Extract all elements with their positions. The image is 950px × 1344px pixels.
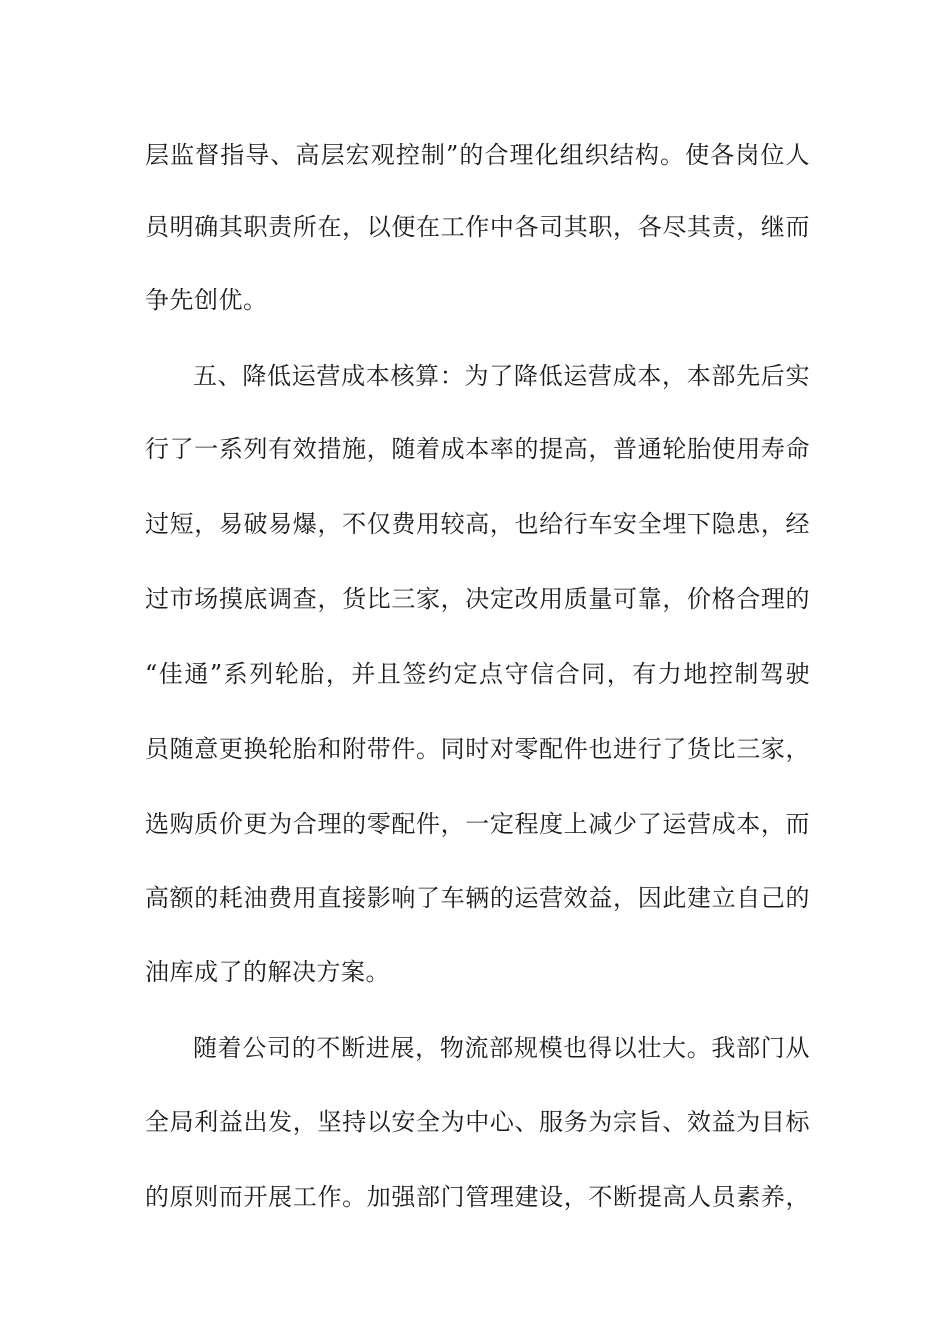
paragraph-start-line: 五、降低运营成本核算：为了降低运营成本，本部先后实 <box>193 362 810 390</box>
text-line: 油库成了的解决方案。 <box>145 958 390 986</box>
text-line: 过市场摸底调查，货比三家，决定改用质量可靠，价格合理的 <box>145 585 810 613</box>
paragraph-start-line: 随着公司的不断进展，物流部规模也得以壮大。我部门从 <box>193 1034 810 1062</box>
text-line: 高额的耗油费用直接影响了车辆的运营效益，因此建立自己的 <box>145 884 810 912</box>
text-line: 过短，易破易爆，不仅费用较高，也给行车安全埋下隐患，经 <box>145 510 810 538</box>
text-line: 员随意更换轮胎和附带件。同时对零配件也进行了货比三家， <box>145 735 810 763</box>
text-line: 层监督指导、高层宏观控制”的合理化组织结构。使各岗位人 <box>145 141 810 169</box>
text-line: 全局利益出发，坚持以安全为中心、服务为宗旨、效益为目标 <box>145 1108 810 1136</box>
text-line: “佳通”系列轮胎，并且签约定点守信合同，有力地控制驾驶 <box>145 660 810 688</box>
text-line: 的原则而开展工作。加强部门管理建设，不断提高人员素养， <box>145 1183 810 1211</box>
text-line: 争先创优。 <box>145 286 268 314</box>
text-line: 选购质价更为合理的零配件，一定程度上减少了运营成本，而 <box>145 810 810 838</box>
text-line: 行了一系列有效措施，随着成本率的提高，普通轮胎使用寿命 <box>145 435 810 463</box>
text-line: 员明确其职责所在，以便在工作中各司其职，各尽其责，继而 <box>145 213 810 241</box>
